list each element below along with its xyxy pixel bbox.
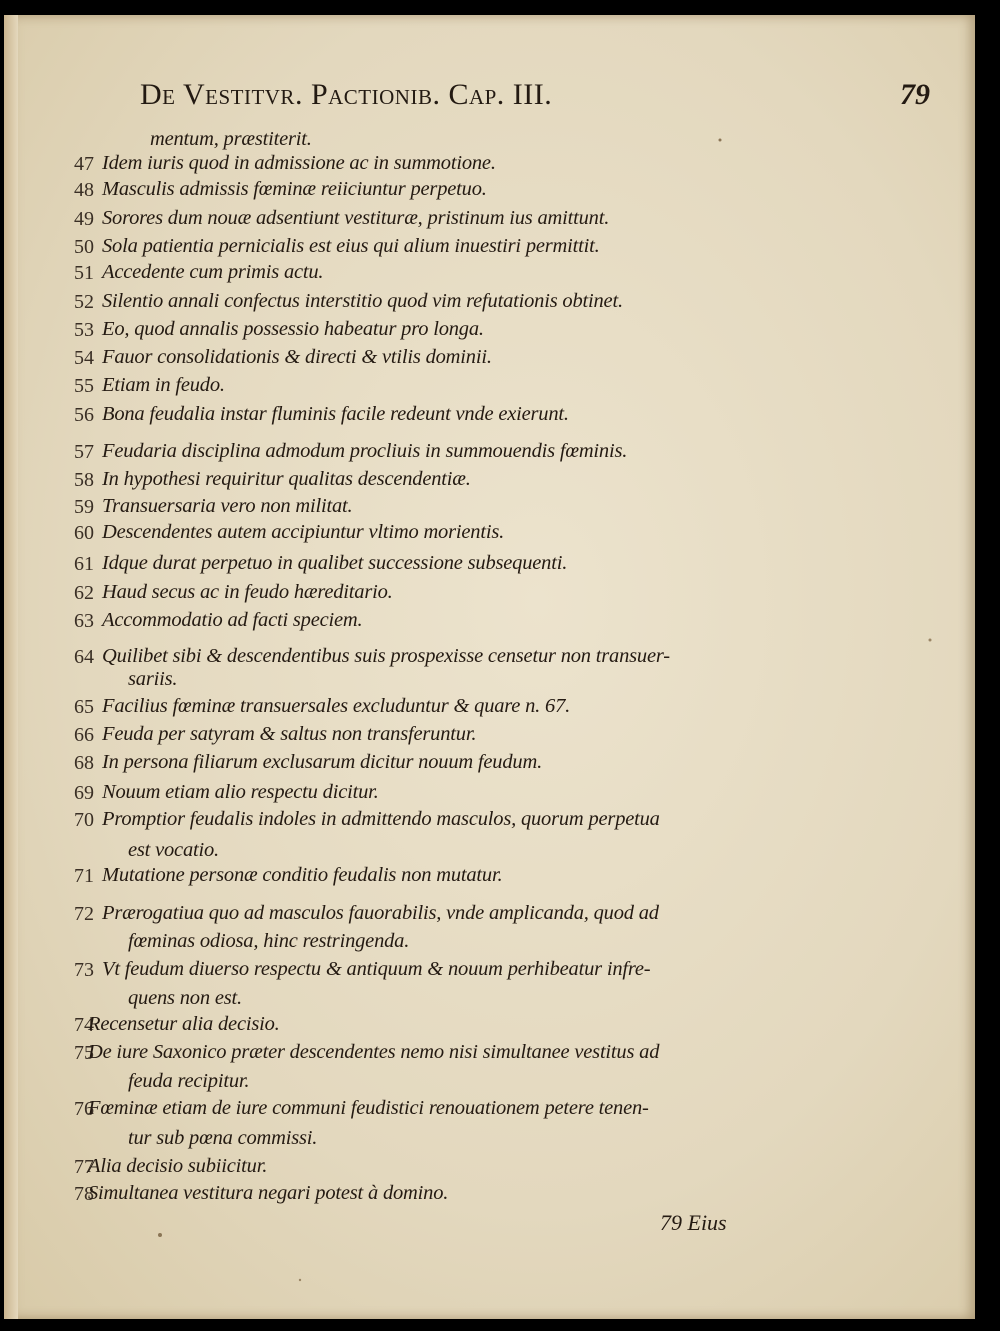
entry-number: 61: [74, 553, 94, 575]
entry-text: Sorores dum nouæ adsentiunt vestituræ, pristinum ius amittunt.: [102, 207, 610, 229]
page-header: [140, 78, 930, 118]
entry-text: Sola patientia pernicialis est eius qui alium inuestiri permittit.: [102, 235, 600, 257]
entry-text: Fœminæ etiam de iure communi feudistici renouationem petere tenen-: [88, 1097, 649, 1119]
entry-text: In persona filiarum exclusarum dicitur nouum feudum.: [102, 751, 542, 773]
entry-text: Quilibet sibi & descendentibus suis prospexisse censetur non transuer-: [102, 645, 670, 667]
entry-number: 49: [74, 208, 94, 230]
entry-text: Transuersaria vero non militat.: [102, 495, 353, 517]
entry-text: Masculis admissis fœminæ reiiciuntur perpetuo.: [102, 178, 487, 200]
entry-number: 75: [74, 1042, 94, 1064]
entry-number: 53: [74, 319, 94, 341]
entry-number: 58: [74, 469, 94, 491]
entry-text: Feuda per satyram & saltus non transferuntur.: [102, 723, 477, 745]
entry-text: Idem iuris quod in admissione ac in summotione.: [102, 152, 496, 174]
entry-number: 63: [74, 610, 94, 632]
entry-text: Promptior feudalis indoles in admittendo masculos, quorum perpetua: [102, 808, 660, 830]
entry-number: 76: [74, 1098, 94, 1120]
entry-text: Accedente cum primis actu.: [102, 261, 324, 283]
entry-number: 57: [74, 441, 94, 463]
entry-text: Recensetur alia decisio.: [88, 1013, 280, 1035]
entry-continuation-text: feuda recipitur.: [128, 1070, 250, 1092]
entry-text: Idque durat perpetuo in qualibet successione subsequenti.: [102, 552, 568, 574]
entry-number: 54: [74, 347, 94, 369]
entry-text: Descendentes autem accipiuntur vltimo morientis.: [102, 521, 505, 543]
entry-number: 56: [74, 404, 94, 426]
entry-text: Mutatione personæ conditio feudalis non mutatur.: [102, 864, 503, 886]
entry-number: 47: [74, 153, 94, 175]
catchword: 79 Eius: [660, 1210, 727, 1235]
entry-text: De iure Saxonico præter descendentes nemo nisi simultanee vestitus ad: [88, 1041, 660, 1063]
entry-continuation-text: tur sub pœna commissi.: [128, 1127, 318, 1149]
entry-number: 74: [74, 1014, 94, 1036]
entry-continuation-text: fœminas odiosa, hinc restringenda.: [128, 930, 410, 952]
entry-text: Etiam in feudo.: [102, 374, 225, 396]
page-gutter: [4, 15, 18, 1319]
entry-text: Haud secus ac in feudo hæreditario.: [102, 581, 393, 603]
entry-number: 50: [74, 236, 94, 258]
entry-continuation-text: est vocatio.: [128, 839, 219, 861]
entry-number: 59: [74, 496, 94, 518]
entry-number: 55: [74, 375, 94, 397]
entry-number: 48: [74, 179, 94, 201]
entry-text: Vt feudum diuerso respectu & antiquum & nouum perhibeatur infre-: [102, 958, 651, 980]
entry-number: 66: [74, 724, 94, 746]
entry-text: Prærogatiua quo ad masculos fauorabilis, vnde amplicanda, quod ad: [102, 902, 659, 924]
entry-number: 64: [74, 646, 94, 668]
entry-text: Fauor consolidationis & directi & vtilis dominii.: [102, 346, 492, 368]
entry-text: Accommodatio ad facti speciem.: [102, 609, 363, 631]
entry-number: 78: [74, 1183, 94, 1205]
entry-text: Nouum etiam alio respectu dicitur.: [102, 781, 379, 803]
entry-number: 73: [74, 959, 94, 981]
entry-number: 71: [74, 865, 94, 887]
entry-text: Simultanea vestitura negari potest à domino.: [88, 1182, 449, 1204]
entry-number: 52: [74, 291, 94, 313]
entry-text: In hypothesi requiritur qualitas descendentiæ.: [102, 468, 471, 490]
entry-text: Silentio annali confectus interstitio quod vim refutationis obtinet.: [102, 290, 623, 312]
entry-text: Eo, quod annalis possessio habeatur pro longa.: [102, 318, 484, 340]
entry-continuation-text: sariis.: [128, 668, 178, 690]
entry-number: 60: [74, 522, 94, 544]
entry-number: 69: [74, 782, 94, 804]
entry-number: 77: [74, 1156, 94, 1178]
entry-text: Feudaria disciplina admodum procliuis in summouendis fœminis.: [102, 440, 628, 462]
page-number: 79: [900, 78, 930, 111]
entry-number: 72: [74, 903, 94, 925]
entry-number: 51: [74, 262, 94, 284]
running-title: De Vestitvr. Pactionib. Cap. III.: [140, 78, 553, 111]
continuation-text: mentum, præstiterit.: [150, 128, 312, 150]
entry-text: Alia decisio subiicitur.: [88, 1155, 268, 1177]
entry-number: 62: [74, 582, 94, 604]
entry-number: 65: [74, 696, 94, 718]
entry-continuation-text: quens non est.: [128, 987, 242, 1009]
entry-number: 68: [74, 752, 94, 774]
entry-text: Facilius fœminæ transuersales excluduntur & quare n. 67.: [102, 695, 571, 717]
entry-text: Bona feudalia instar fluminis facile redeunt vnde exierunt.: [102, 403, 569, 425]
entry-number: 70: [74, 809, 94, 831]
